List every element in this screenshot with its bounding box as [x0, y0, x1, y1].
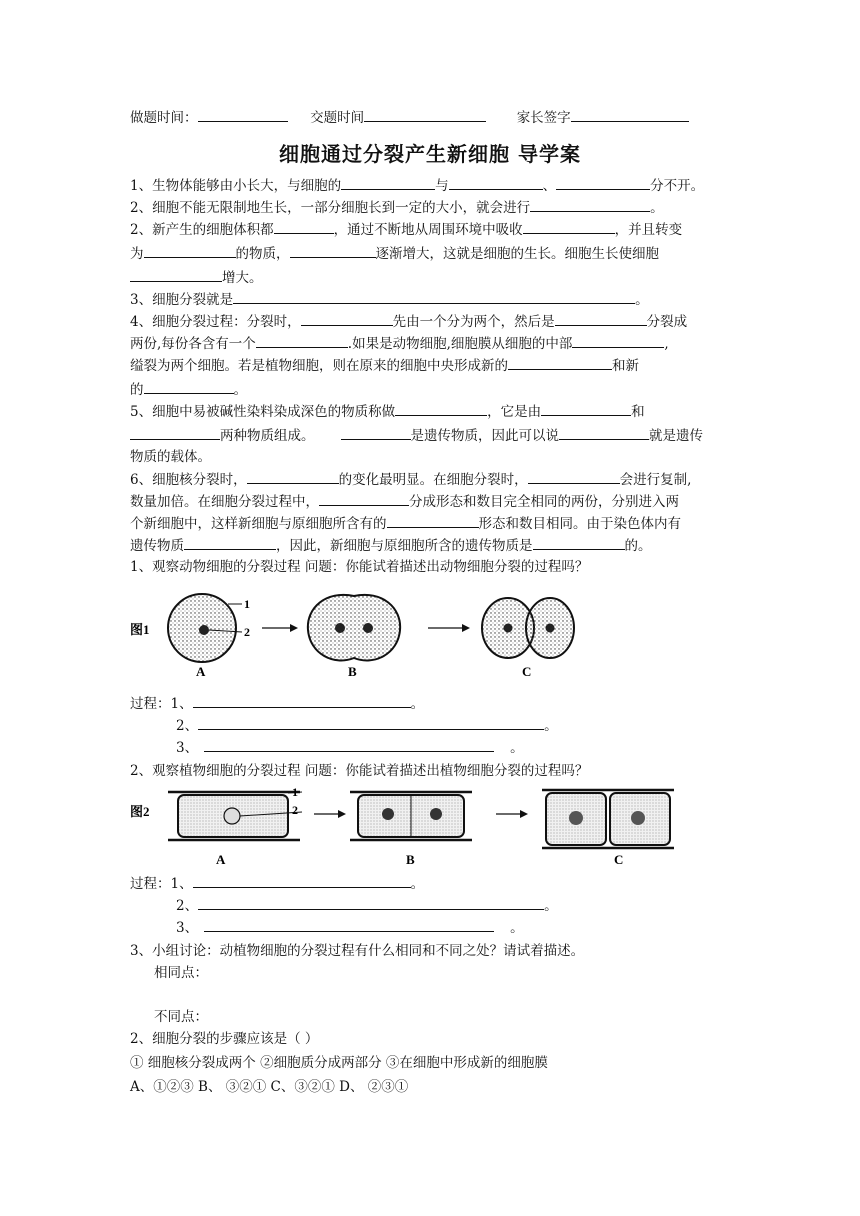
text: 遗传物质 — [130, 538, 184, 554]
plant-nucleus-b1 — [382, 808, 394, 820]
figure-2-a-label: A — [216, 852, 226, 867]
text: 3、 — [176, 740, 199, 756]
pointer-label-2: 2 — [244, 625, 250, 639]
blank[interactable] — [204, 918, 494, 932]
figure-1-animal-cell-division — [130, 588, 600, 680]
text: 。 — [650, 200, 664, 216]
plant-nucleus-c2 — [631, 811, 645, 825]
arrowhead-1 — [290, 624, 298, 632]
line-12 — [130, 426, 703, 445]
blank[interactable] — [256, 334, 348, 348]
text: ，通过不断地从周围环境中吸收 — [333, 222, 523, 238]
animal-process-1 — [130, 694, 424, 713]
blank[interactable] — [341, 426, 411, 440]
plant-nucleus-b2 — [430, 808, 442, 820]
text: 是遗传物质，因此可以说 — [410, 428, 559, 444]
blank[interactable] — [193, 874, 411, 888]
plant-arrowhead-1 — [338, 810, 346, 818]
text: 为 — [130, 246, 144, 262]
line-1 — [130, 176, 704, 195]
blank[interactable] — [301, 312, 393, 326]
text: ，并且转变 — [614, 222, 683, 238]
discussion-question: 3、小组讨论：动植物细胞的分裂过程有什么相同和不同之处？请试着描述。 — [130, 943, 585, 959]
plant-pointer-label-2: 2 — [292, 803, 298, 817]
blank[interactable] — [530, 198, 650, 212]
line-16 — [130, 514, 681, 533]
text: 。 — [410, 876, 425, 892]
do-time-label: 做题时间： — [130, 110, 198, 126]
text: 5、细胞中易被碱性染料染成深色的物质称做 — [130, 404, 396, 420]
animal-nucleus-c1 — [504, 624, 513, 633]
blank[interactable] — [533, 536, 625, 550]
line-13 — [130, 448, 211, 466]
mc-question: 2、细胞分裂的步骤应该是（ ） — [130, 1031, 319, 1047]
line-9 — [130, 356, 639, 375]
figure-2-c-label: C — [614, 852, 624, 867]
blank[interactable] — [274, 220, 334, 234]
text: 3、 — [176, 920, 199, 936]
animal-nucleus-a — [199, 625, 209, 635]
figure-2-b-label: B — [406, 852, 415, 867]
blank[interactable] — [290, 244, 376, 258]
text: 和 — [631, 404, 645, 420]
line-14 — [130, 470, 691, 489]
blank[interactable] — [541, 402, 631, 416]
line-6 — [130, 290, 649, 309]
text: 增大。 — [222, 270, 263, 286]
text: 2、新产生的细胞体积都 — [130, 222, 274, 238]
blank[interactable] — [341, 176, 435, 190]
blank[interactable] — [559, 426, 649, 440]
blank[interactable] — [193, 694, 411, 708]
line-4 — [130, 244, 659, 263]
blank[interactable] — [144, 244, 236, 258]
blank[interactable] — [130, 426, 220, 440]
blank[interactable] — [395, 402, 487, 416]
plant-arrowhead-2 — [520, 810, 528, 818]
blank[interactable] — [528, 470, 620, 484]
parent-sign-label: 家长签字 — [516, 110, 571, 126]
text: 的变化最明显。在细胞分裂时， — [338, 472, 528, 488]
line-2 — [130, 198, 664, 217]
text: 过程：1、 — [130, 876, 193, 892]
plant-pointer-label-1: 1 — [292, 785, 298, 799]
line-3 — [130, 220, 682, 239]
text: 的物质， — [235, 246, 290, 262]
text: ，它是由 — [487, 404, 542, 420]
blank[interactable] — [556, 176, 650, 190]
blank[interactable] — [247, 470, 339, 484]
discussion-diff: 不同点： — [154, 1009, 208, 1025]
submit-time-label: 交题时间 — [310, 110, 365, 126]
text: 。 — [510, 740, 524, 756]
do-time-field[interactable] — [198, 108, 288, 122]
animal-process-2 — [176, 716, 558, 735]
blank[interactable] — [144, 380, 234, 394]
animal-cell-b — [308, 595, 400, 661]
header-line — [130, 108, 689, 127]
blank[interactable] — [130, 268, 222, 282]
blank[interactable] — [449, 176, 543, 190]
text: 分成形态和数目完全相同的两份，分别进入两 — [409, 494, 679, 510]
text: 2、细胞不能无限制地生长，一部分细胞长到一定的大小，就会进行 — [130, 200, 531, 216]
blank[interactable] — [198, 896, 544, 910]
line-10 — [130, 380, 247, 399]
text: 的 — [130, 382, 144, 398]
text: 数量加倍。在细胞分裂过程中， — [130, 494, 319, 510]
line-11 — [130, 402, 645, 421]
parent-sign-field[interactable] — [571, 108, 689, 122]
text: 会进行复制, — [619, 472, 692, 488]
submit-time-field[interactable] — [364, 108, 486, 122]
figure-1-label: 图1 — [130, 622, 150, 637]
line-8 — [130, 334, 669, 353]
plant-process-1 — [130, 874, 424, 893]
text: 两份,每份各含有一个 — [130, 336, 256, 352]
line-7 — [130, 312, 687, 331]
text: 2、 — [176, 718, 199, 734]
figure-2-plant-cell-division — [130, 784, 680, 868]
observe-animal-question: 1、观察动物细胞的分裂过程 问题：你能试着描述出动物细胞分裂的过程吗？ — [130, 559, 589, 575]
blank[interactable] — [523, 220, 615, 234]
text: 形态和数目相同。由于染色体内有 — [478, 516, 681, 532]
figure-1-a-label: A — [196, 664, 206, 679]
text: 分不开。 — [650, 178, 705, 194]
animal-nucleus-c2 — [546, 624, 555, 633]
mc-options[interactable]: A、①②③ B、 ③②① C、③②① D、 ②③① — [130, 1079, 409, 1095]
plant-process-3 — [176, 918, 524, 937]
text: 就是遗传 — [649, 428, 703, 444]
line-5 — [130, 268, 263, 287]
text: 物质的载体。 — [130, 449, 211, 465]
text: 。 — [410, 696, 425, 712]
pointer-label-1: 1 — [244, 597, 250, 611]
plant-process-2 — [176, 896, 558, 915]
animal-process-3 — [176, 738, 524, 757]
text: 。 — [544, 898, 558, 914]
blank[interactable] — [198, 716, 544, 730]
animal-nucleus-b2 — [363, 623, 373, 633]
text: 。 — [544, 718, 558, 734]
mc-items: ① 细胞核分裂成两个 ②细胞质分成两部分 ③在细胞中形成新的细胞膜 — [130, 1055, 548, 1071]
animal-nucleus-b1 — [335, 623, 345, 633]
blank[interactable] — [319, 492, 409, 506]
text: 。 — [635, 292, 649, 308]
text: , — [664, 336, 669, 352]
blank[interactable] — [572, 334, 664, 348]
blank[interactable] — [387, 514, 479, 528]
figure-2-label: 图2 — [130, 804, 150, 819]
text: 的。 — [624, 538, 652, 554]
observe-plant-question: 2、观察植物细胞的分裂过程 问题：你能试着描述出植物细胞分裂的过程吗？ — [130, 763, 589, 779]
text: 4、细胞分裂过程：分裂时， — [130, 314, 301, 330]
text: 缢裂为两个细胞。若是植物细胞，则在原来的细胞中央形成新的 — [130, 358, 508, 374]
text: 。 — [510, 920, 524, 936]
text: 过程：1、 — [130, 696, 193, 712]
figure-1-c-label: C — [522, 664, 532, 679]
discussion-same: 相同点： — [154, 965, 208, 981]
text: 分裂成 — [646, 314, 688, 330]
figure-1-b-label: B — [348, 664, 357, 679]
plant-nucleus-c1 — [569, 811, 583, 825]
arrowhead-2 — [462, 624, 470, 632]
text: 6、细胞核分裂时， — [130, 472, 247, 488]
text: 。 — [233, 382, 247, 398]
blank[interactable] — [555, 312, 647, 326]
text: ，因此，新细胞与原细胞所含的遗传物质是 — [276, 538, 533, 554]
blank[interactable] — [184, 536, 276, 550]
text: 先由一个分为两个，然后是 — [392, 314, 555, 330]
text: 、 — [542, 178, 557, 194]
text: .如果是动物细胞,细胞膜从细胞的中部 — [347, 336, 573, 352]
text: 个新细胞中，这样新细胞与原细胞所含有的 — [130, 516, 387, 532]
blank[interactable] — [233, 290, 635, 304]
plant-nucleus-a — [224, 808, 240, 824]
blank[interactable] — [204, 738, 494, 752]
line-17 — [130, 536, 652, 555]
text: 2、 — [176, 898, 199, 914]
line-15 — [130, 492, 679, 511]
blank[interactable] — [508, 356, 612, 370]
text: 两种物质组成。 — [220, 428, 315, 444]
text: 与 — [435, 178, 449, 194]
text: 1、生物体能够由小长大，与细胞的 — [130, 178, 342, 194]
text: 逐渐增大，这就是细胞的生长。细胞生长使细胞 — [375, 246, 659, 262]
page-title: 细胞通过分裂产生新细胞 导学案 — [279, 142, 581, 166]
text: 3、细胞分裂就是 — [130, 292, 234, 308]
text: 和新 — [612, 358, 639, 374]
